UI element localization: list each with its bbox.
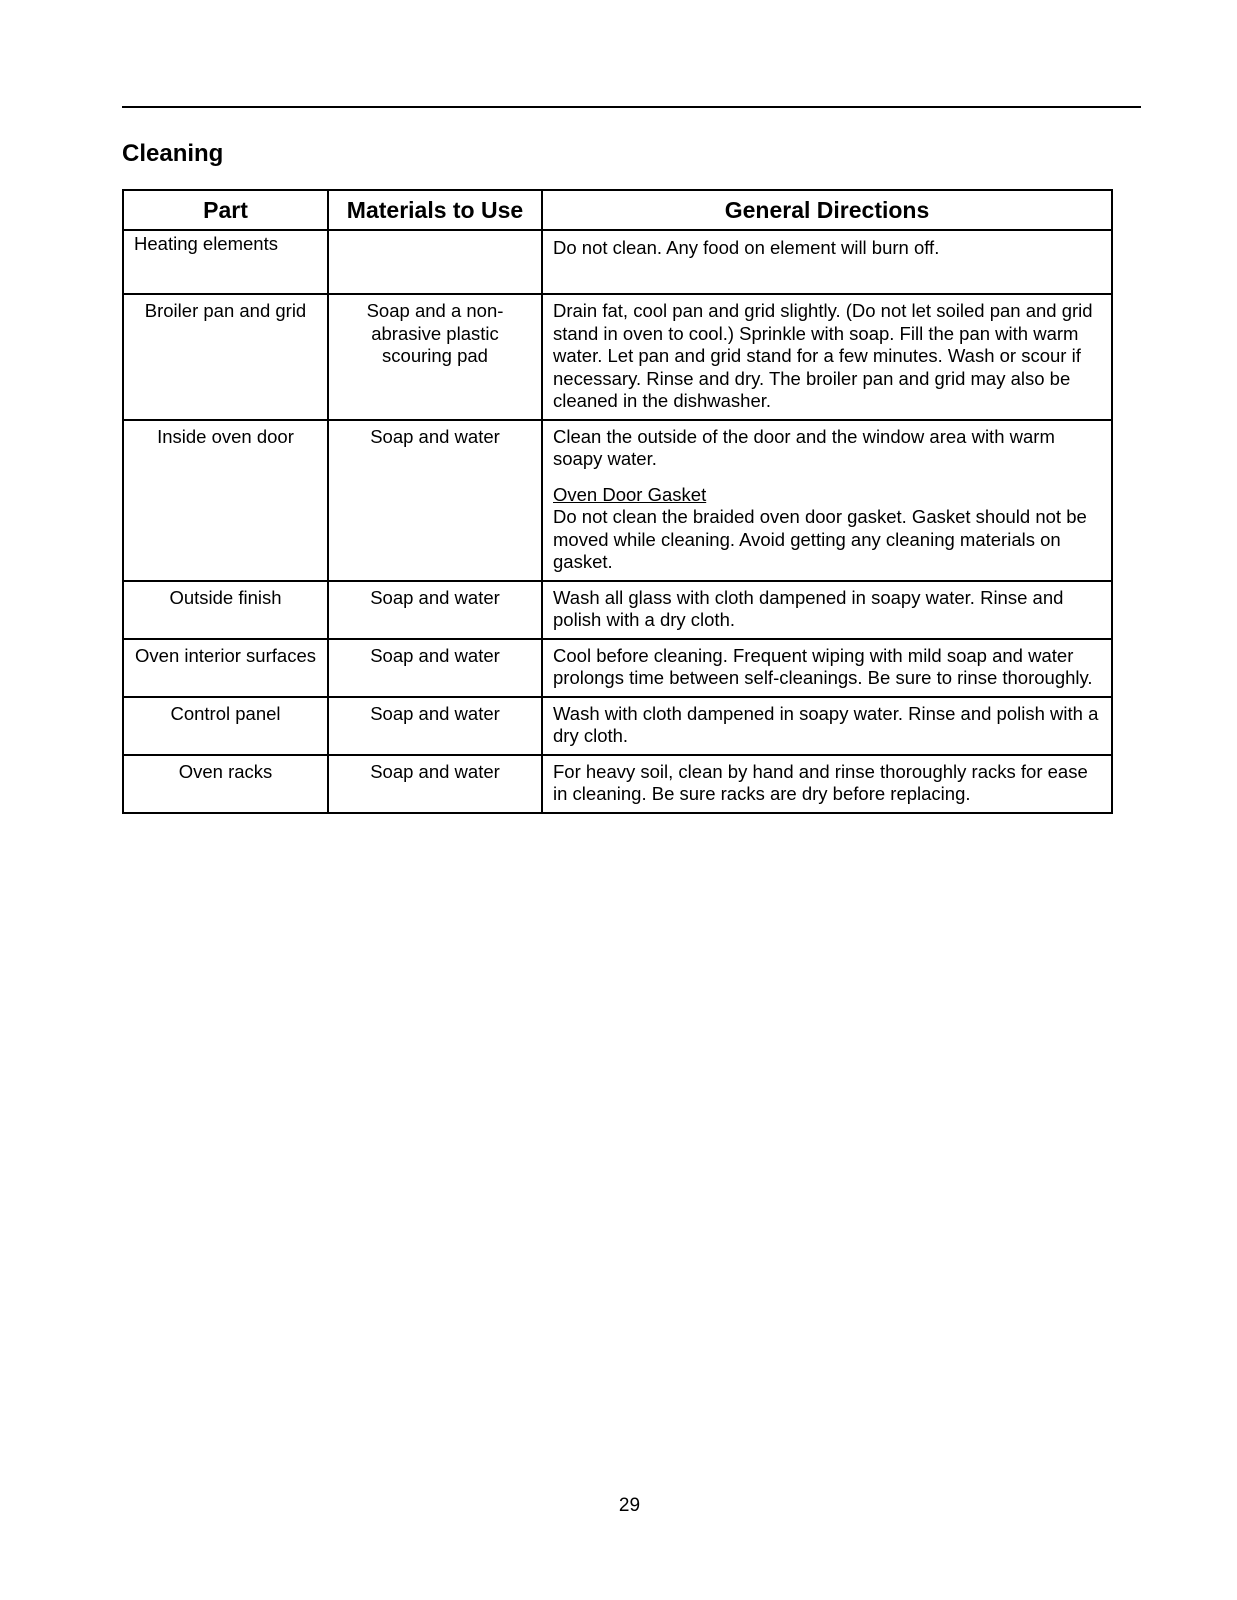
cleaning-table	[122, 189, 1113, 814]
part-cell: Outside finish	[123, 581, 328, 639]
materials-cell: Soap and water	[328, 639, 542, 697]
table-row	[123, 581, 1112, 639]
materials-cell: Soap and a non-abrasive plastic scouring pad	[328, 294, 542, 420]
directions-cell: Drain fat, cool pan and grid slightly. (Do not let soiled pan and grid stand in oven to cool.) Sprinkle with soap. Fill the pan with warm water. Let pan and grid stand for a few minutes. Wash or scour if necessary. Rinse and dry. The broiler pan and grid may also be cleaned in the dishwasher.	[542, 294, 1112, 420]
table-header-row	[123, 190, 1112, 230]
header-part: Part	[123, 190, 328, 230]
materials-cell: Soap and water	[328, 581, 542, 639]
gasket-subheading: Oven Door Gasket	[553, 483, 707, 505]
directions-cell: Wash with cloth dampened in soapy water. Rinse and polish with a dry cloth.	[542, 697, 1112, 755]
header-materials: Materials to Use	[328, 190, 542, 230]
directions-cell: Wash all glass with cloth dampened in soapy water. Rinse and polish with a dry cloth.	[542, 581, 1112, 639]
materials-cell: Soap and water	[328, 755, 542, 813]
section-title: Cleaning	[122, 140, 224, 167]
page-number: 29	[618, 1495, 641, 1516]
directions-cell	[542, 420, 1112, 581]
part-cell: Heating elements	[123, 230, 328, 294]
materials-cell: Soap and water	[328, 420, 542, 581]
table-row	[123, 420, 1112, 581]
table-row	[123, 294, 1112, 420]
part-cell: Inside oven door	[123, 420, 328, 581]
table-row	[123, 230, 1112, 294]
part-cell: Oven interior surfaces	[123, 639, 328, 697]
materials-cell: Soap and water	[328, 697, 542, 755]
table-row	[123, 697, 1112, 755]
header-directions: General Directions	[542, 190, 1112, 230]
part-cell: Oven racks	[123, 755, 328, 813]
directions-cell: Do not clean. Any food on element will burn off.	[542, 230, 1112, 294]
table-row	[123, 755, 1112, 813]
gasket-text: Do not clean the braided oven door gasket. Gasket should not be moved while cleaning. Avoid getting any cleaning materials on gasket.	[553, 506, 1087, 572]
table-row	[123, 639, 1112, 697]
part-cell: Control panel	[123, 697, 328, 755]
directions-cell: Cool before cleaning. Frequent wiping with mild soap and water prolongs time between self-cleanings. Be sure to rinse thoroughly.	[542, 639, 1112, 697]
directions-cell: For heavy soil, clean by hand and rinse thoroughly racks for ease in cleaning. Be sure racks are dry before replacing.	[542, 755, 1112, 813]
top-rule	[122, 106, 1141, 108]
materials-cell	[328, 230, 542, 294]
directions-text: Clean the outside of the door and the window area with warm soapy water.	[553, 425, 1055, 469]
part-cell: Broiler pan and grid	[123, 294, 328, 420]
